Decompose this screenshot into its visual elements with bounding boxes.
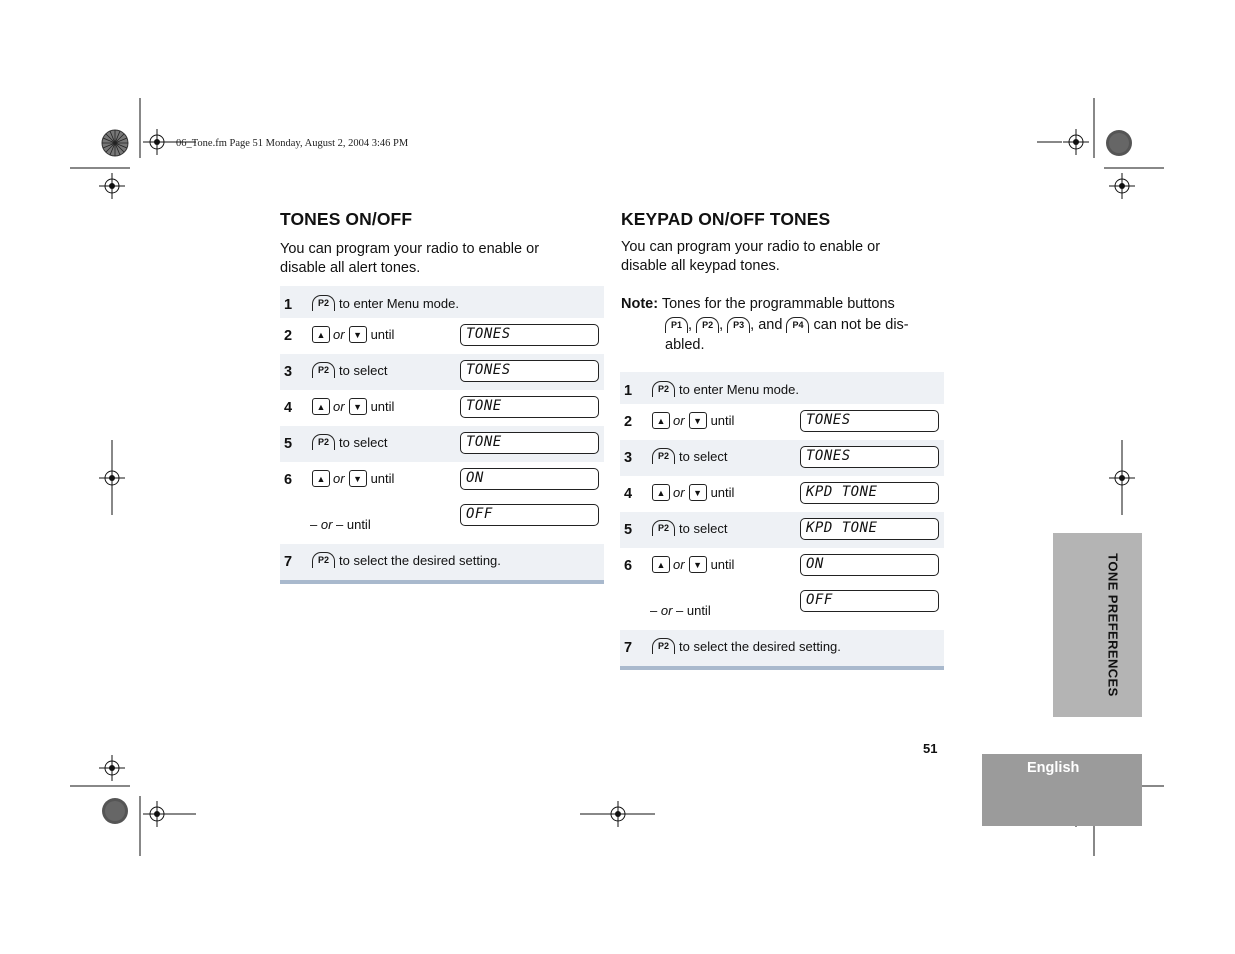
step-number: 5 (624, 522, 633, 538)
or-text: or (673, 557, 685, 572)
step-text: to select (339, 434, 388, 450)
arrow-up-button-icon: ▲ (312, 470, 330, 487)
alt-prefix: – (310, 517, 321, 532)
step-row (620, 630, 944, 666)
step-row (620, 372, 944, 404)
note-text-post2: abled. (665, 337, 705, 353)
keypad-note (621, 294, 951, 314)
step-instruction (652, 520, 727, 536)
step-row (280, 426, 604, 462)
arrow-up-button-icon: ▲ (652, 412, 670, 429)
tones-onoff-steps (280, 286, 604, 584)
note-text-pre: Tones for the programmable buttons (661, 296, 895, 312)
or-text: or (333, 327, 345, 342)
p3-button-icon: P3 (727, 317, 750, 333)
section-side-tab (1053, 533, 1142, 717)
step-text: to select (679, 520, 728, 536)
step-text: to enter Menu mode. (339, 295, 459, 311)
step-row (280, 318, 604, 354)
step-row (280, 354, 604, 390)
lcd-display: TONES (460, 360, 599, 382)
p1-button-icon: P1 (665, 317, 688, 333)
step-row (620, 548, 944, 630)
lcd-display: ON (800, 554, 939, 576)
step-text: until (370, 471, 395, 486)
section-side-tab-label: TONE PREFERENCES (1105, 553, 1121, 697)
p2-button-icon: P2 (312, 434, 335, 450)
step-number: 1 (284, 297, 293, 313)
step-number: 2 (624, 414, 633, 430)
file-header-line: 06_Tone.fm Page 51 Monday, August 2, 2004 3:46 PM (176, 138, 409, 149)
step-text: until (710, 485, 735, 500)
step-text: until (710, 413, 735, 428)
step-row (620, 512, 944, 548)
step-row (280, 462, 604, 544)
page-number: 51 (923, 741, 938, 756)
lcd-display: TONES (800, 410, 939, 432)
step-text: to select (679, 448, 728, 464)
lcd-display-alt: OFF (460, 504, 599, 526)
arrow-down-button-icon: ▼ (349, 470, 367, 487)
arrow-up-button-icon: ▲ (312, 326, 330, 343)
step-number: 1 (624, 383, 633, 399)
p4-button-icon: P4 (786, 317, 809, 333)
step-instruction (312, 362, 387, 378)
step-instruction (312, 398, 394, 415)
lcd-display: TONE (460, 432, 599, 454)
p2-button-icon: P2 (312, 295, 335, 311)
arrow-up-button-icon: ▲ (652, 484, 670, 501)
lcd-display-alt: OFF (800, 590, 939, 612)
step-instruction (652, 381, 799, 397)
arrow-down-button-icon: ▼ (689, 556, 707, 573)
p2-button-icon: P2 (652, 381, 675, 397)
step-row (620, 404, 944, 440)
alt-suffix: – until (672, 603, 711, 618)
step-number: 4 (624, 486, 633, 502)
note-comma: , (719, 317, 724, 333)
keypad-tones-steps (620, 372, 944, 670)
step-instruction (312, 295, 459, 311)
step-row (280, 544, 604, 580)
alt-suffix: – until (332, 517, 371, 532)
or-text: or (333, 399, 345, 414)
lcd-display: TONES (460, 324, 599, 346)
arrow-up-button-icon: ▲ (312, 398, 330, 415)
step-row (280, 390, 604, 426)
alternative-instruction (650, 603, 711, 618)
note-text-post: can not be dis- (813, 317, 909, 333)
step-number: 4 (284, 400, 293, 416)
p2-button-icon: P2 (696, 317, 719, 333)
arrow-up-button-icon: ▲ (652, 556, 670, 573)
language-tab (982, 754, 1142, 826)
step-number: 6 (284, 472, 293, 488)
p2-button-icon: P2 (312, 552, 335, 568)
step-number: 5 (284, 436, 293, 452)
step-instruction (312, 434, 387, 450)
note-label: Note: (621, 296, 659, 312)
step-instruction (652, 638, 841, 654)
step-number: 7 (284, 554, 293, 570)
lcd-display: KPD TONE (800, 482, 939, 504)
keypad-tones-heading: KEYPAD ON/OFF TONES (621, 209, 831, 229)
lcd-display: TONES (800, 446, 939, 468)
step-row (620, 476, 944, 512)
lcd-display: TONE (460, 396, 599, 418)
tones-onoff-heading: TONES ON/OFF (280, 209, 413, 229)
alt-or: or (320, 517, 333, 532)
p2-button-icon: P2 (652, 520, 675, 536)
step-text: to select (339, 362, 388, 378)
step-number: 3 (284, 364, 293, 380)
step-instruction (312, 326, 394, 343)
step-text: until (370, 327, 395, 342)
step-number: 6 (624, 558, 633, 574)
arrow-down-button-icon: ▼ (349, 398, 367, 415)
p2-button-icon: P2 (652, 638, 675, 654)
step-text: to select the desired setting. (679, 638, 841, 654)
alt-or: or (660, 603, 673, 618)
arrow-down-button-icon: ▼ (349, 326, 367, 343)
step-row (280, 286, 604, 318)
keypad-tones-intro: You can program your radio to enable or disable all keypad tones. (621, 239, 881, 274)
step-text: until (370, 399, 395, 414)
step-number: 2 (284, 328, 293, 344)
step-number: 7 (624, 640, 633, 656)
or-text: or (333, 471, 345, 486)
step-instruction (312, 552, 501, 568)
tones-onoff-intro: You can program your radio to enable or disable all alert tones. (280, 241, 540, 276)
alt-prefix: – (650, 603, 661, 618)
language-tab-label: English (1027, 760, 1080, 776)
step-text: until (710, 557, 735, 572)
step-instruction (652, 556, 734, 573)
step-instruction (652, 412, 734, 429)
step-text: to select the desired setting. (339, 552, 501, 568)
lcd-display: ON (460, 468, 599, 490)
p2-button-icon: P2 (652, 448, 675, 464)
lcd-display: KPD TONE (800, 518, 939, 540)
note-comma: , (688, 317, 693, 333)
step-instruction (652, 484, 734, 501)
step-number: 3 (624, 450, 633, 466)
alternative-instruction (310, 517, 371, 532)
p2-button-icon: P2 (312, 362, 335, 378)
note-and: , and (750, 317, 783, 333)
step-instruction (652, 448, 727, 464)
arrow-down-button-icon: ▼ (689, 412, 707, 429)
step-instruction (312, 470, 394, 487)
arrow-down-button-icon: ▼ (689, 484, 707, 501)
step-text: to enter Menu mode. (679, 381, 799, 397)
or-text: or (673, 485, 685, 500)
note-buttons-line (665, 315, 955, 335)
or-text: or (673, 413, 685, 428)
step-row (620, 440, 944, 476)
